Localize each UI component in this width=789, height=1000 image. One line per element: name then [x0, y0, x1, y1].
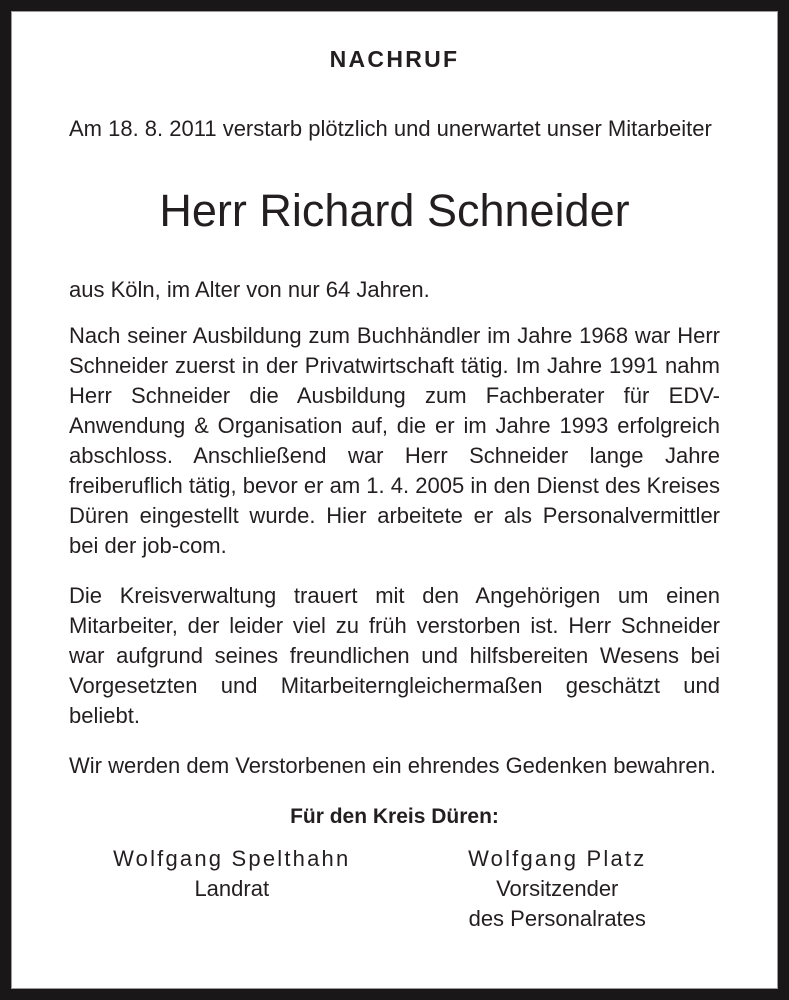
biography-paragraph: Nach seiner Ausbildung zum Buchhändler im Jahre 1968 war Herr Schneider zuerst in der Privatwirtschaft tätig. Im Jahre 1991 nahm Herr Schneider die Ausbildung zum Fachberater für EDV-Anwendung & Organisation auf, die er im Jahre 1993 erfolgreich abschloss. Anschließend war Herr Schneider lange Jahre freiberuflich tätig, bevor er am 1. 4. 2005 in den Dienst des Kreises Düren eingestellt wurde. Hier arbeitete er als Personalvermittler bei der job-com.: [69, 323, 720, 559]
obituary-paper: [11, 11, 778, 989]
signatory-personalrat: [395, 844, 721, 934]
intro-text: Am 18. 8. 2011 verstarb plötzlich und unerwartet unser Mitarbeiter: [69, 115, 712, 141]
condolence-paragraph: Die Kreisverwaltung trauert mit den Angehörigen um einen Mitarbeiter, der leider viel zu früh verstorben ist. Herr Schneider war aufgrund seines freundlichen und hilfsbereiten Wesens bei Vorgesetzten und Mitarbeiterngleichermaßen geschätzt und beliebt.: [69, 583, 720, 729]
signatory-role-line-2: des Personalrates: [468, 906, 646, 932]
deceased-origin-age: aus Köln, im Alter von nur 64 Jahren.: [69, 277, 430, 303]
signature-columns: [69, 844, 720, 934]
signature-heading: Für den Kreis Düren:: [290, 805, 499, 829]
signatory-landrat: [69, 844, 395, 904]
obituary-content: [12, 12, 777, 934]
remembrance-paragraph: Wir werden dem Verstorbenen ein ehrendes Gedenken bewahren.: [69, 753, 716, 779]
signatory-role-line-1: Landrat: [194, 876, 270, 902]
signature-block: [69, 803, 720, 934]
page-title: NACHRUF: [329, 46, 460, 72]
deceased-name: Herr Richard Schneider: [159, 184, 630, 236]
signatory-role-line-1: Vorsitzender: [496, 876, 619, 902]
signatory-name: Wolfgang Platz: [468, 846, 647, 872]
signatory-name: Wolfgang Spelthahn: [113, 846, 351, 872]
